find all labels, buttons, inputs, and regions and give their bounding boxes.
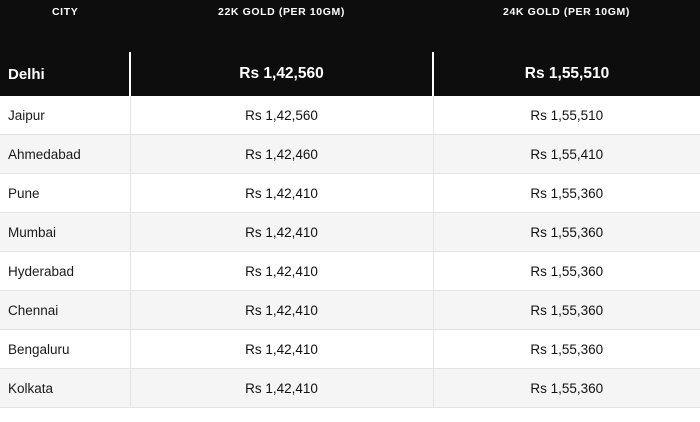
cell-city: Delhi	[0, 52, 130, 96]
table-row[interactable]	[0, 291, 700, 330]
cell-22k-rate: Rs 1,42,560	[130, 96, 433, 135]
column-header-city-label: CITY	[52, 6, 79, 18]
cell-24k-rate: Rs 1,55,360	[433, 330, 700, 369]
column-header-24k	[433, 0, 700, 52]
cell-city: Bengaluru	[0, 330, 130, 369]
cell-22k-rate: Rs 1,42,410	[130, 252, 433, 291]
cell-22k-rate: Rs 1,42,410	[130, 369, 433, 408]
cell-24k-rate: Rs 1,55,360	[433, 213, 700, 252]
cell-22k-rate: Rs 1,42,560	[130, 52, 433, 96]
cell-city: Ahmedabad	[0, 135, 130, 174]
table-row[interactable]	[0, 369, 700, 408]
table-row[interactable]	[0, 174, 700, 213]
cell-22k-rate: Rs 1,42,410	[130, 291, 433, 330]
table-row[interactable]	[0, 96, 700, 135]
table-row[interactable]	[0, 213, 700, 252]
table-row[interactable]	[0, 135, 700, 174]
table-header-row	[0, 0, 700, 52]
cell-24k-rate: Rs 1,55,510	[433, 52, 700, 96]
table-header	[0, 0, 700, 52]
column-header-22k	[130, 0, 433, 52]
cell-city: Chennai	[0, 291, 130, 330]
cell-24k-rate: Rs 1,55,410	[433, 135, 700, 174]
cell-22k-rate: Rs 1,42,410	[130, 330, 433, 369]
cell-24k-rate: Rs 1,55,360	[433, 252, 700, 291]
cell-24k-rate: Rs 1,55,360	[433, 291, 700, 330]
cell-city: Hyderabad	[0, 252, 130, 291]
table-row[interactable]	[0, 330, 700, 369]
table-body	[0, 52, 700, 408]
column-header-24k-label: 24K GOLD (PER 10GM)	[503, 6, 630, 18]
cell-city: Pune	[0, 174, 130, 213]
column-header-city	[0, 0, 130, 52]
column-header-22k-label: 22K GOLD (PER 10GM)	[218, 6, 345, 18]
cell-24k-rate: Rs 1,55,510	[433, 96, 700, 135]
table-row-highlighted[interactable]	[0, 52, 700, 96]
cell-22k-rate: Rs 1,42,460	[130, 135, 433, 174]
cell-city: Jaipur	[0, 96, 130, 135]
table-row[interactable]	[0, 252, 700, 291]
cell-22k-rate: Rs 1,42,410	[130, 174, 433, 213]
bottom-spacer	[0, 408, 700, 422]
cell-24k-rate: Rs 1,55,360	[433, 369, 700, 408]
cell-city: Mumbai	[0, 213, 130, 252]
cell-22k-rate: Rs 1,42,410	[130, 213, 433, 252]
cell-24k-rate: Rs 1,55,360	[433, 174, 700, 213]
cell-city: Kolkata	[0, 369, 130, 408]
